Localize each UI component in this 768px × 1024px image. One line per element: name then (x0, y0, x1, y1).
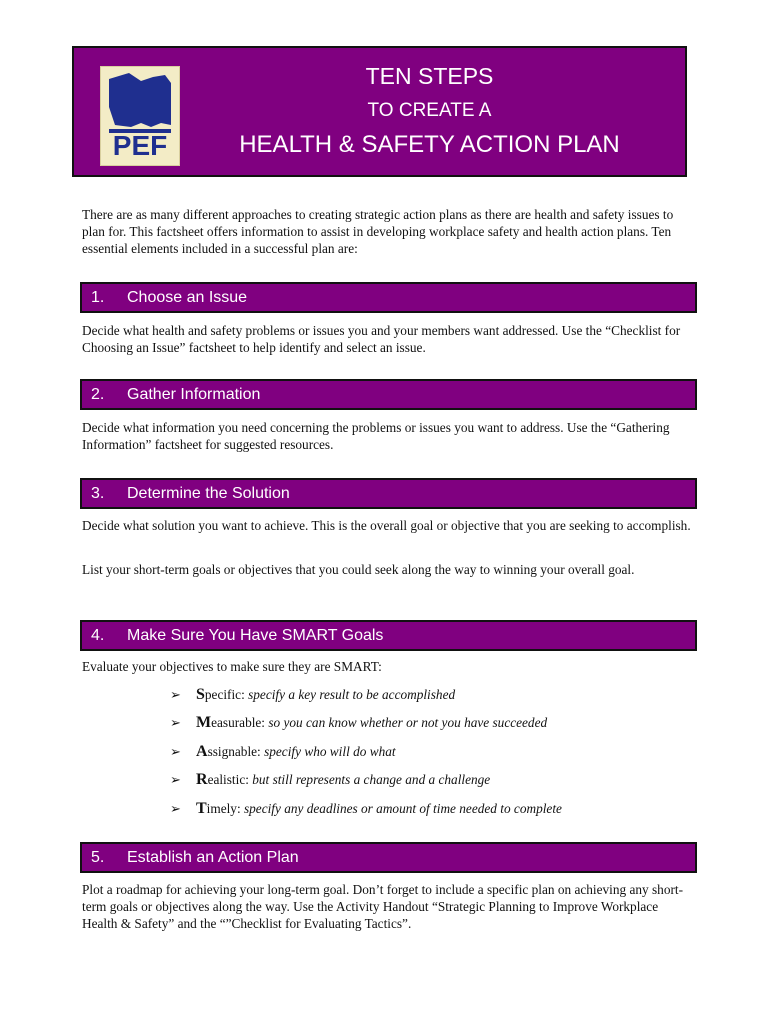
pef-logo-icon (101, 67, 179, 165)
section-title: Choose an Issue (127, 289, 248, 306)
section-title: Gather Information (127, 386, 261, 403)
title-line-1: TEN STEPS (365, 63, 494, 89)
title-line-2: TO CREATE A (367, 100, 492, 121)
section-title: Make Sure You Have SMART Goals (127, 627, 384, 644)
section-header-5 (80, 842, 697, 873)
section-3-paragraph-2: List your short-term goals or objectives that you could seek along the way to winning your overall goal. (82, 562, 635, 577)
title-line-3: HEALTH & SAFETY ACTION PLAN (239, 131, 620, 158)
pef-logo (100, 66, 180, 166)
smart-description: so you can know whether or not you have succeeded (268, 715, 548, 730)
section-number: 2. (91, 386, 105, 403)
section-number: 5. (91, 849, 105, 866)
smart-term: pecific: (204, 687, 245, 702)
smart-description: specify who will do what (264, 744, 396, 759)
section-1-paragraph: Decide what health and safety problems or issues you and your members want addressed. Use the “Checklist for Choosing an Issue” factsheet to help identify and select an issue. (82, 323, 681, 355)
section-number: 4. (91, 627, 105, 644)
smart-item-assignable (170, 743, 396, 763)
section-title: Determine the Solution (127, 485, 290, 502)
arrow-bullet-icon: ➢ (170, 745, 181, 760)
section-2-paragraph: Decide what information you need concerning the problems or issues you want to address. Use the “Gathering Information” factsheet for suggested resources. (82, 420, 670, 452)
smart-term: easurable: (211, 715, 266, 730)
section-number: 3. (91, 485, 105, 502)
section-title: Establish an Action Plan (127, 849, 299, 866)
arrow-bullet-icon: ➢ (170, 688, 181, 703)
section-header-1 (80, 282, 697, 313)
smart-description: but still represents a change and a challenge (252, 772, 491, 787)
arrow-bullet-icon: ➢ (170, 802, 181, 817)
smart-term: ealistic: (207, 772, 249, 787)
smart-letter: A (196, 743, 208, 760)
section-4-paragraph: Evaluate your objectives to make sure they are SMART: (82, 659, 382, 674)
smart-term: ssignable: (207, 744, 261, 759)
logo-text: PEF (112, 130, 168, 161)
smart-letter: S (196, 686, 205, 703)
smart-letter: R (196, 771, 208, 788)
section-number: 1. (91, 289, 105, 306)
section-3-paragraph-1: Decide what solution you want to achieve. This is the overall goal or objective that you are seeking to accomplish. (82, 518, 691, 533)
header-banner (72, 46, 687, 177)
smart-letter: M (196, 714, 212, 731)
smart-description: specify a key result to be accomplished (248, 687, 456, 702)
smart-description: specify any deadlines or amount of time needed to complete (243, 801, 562, 816)
arrow-bullet-icon: ➢ (170, 716, 181, 731)
smart-item-realistic (170, 771, 490, 791)
section-header-3 (80, 478, 697, 509)
section-header-4 (80, 620, 697, 651)
smart-item-specific (170, 686, 455, 706)
section-5-paragraph: Plot a roadmap for achieving your long-term goal. Don’t forget to include a specific plan on achieving any short-term goals or objectives along the way. Use the Activity Handout “Strategic Planning to Improve Workplace Health & Safety” and the “”Checklist for Evaluating Tactics”. (82, 882, 684, 931)
smart-item-timely (170, 800, 562, 820)
smart-term: imely: (206, 801, 241, 816)
title-block (194, 48, 665, 175)
smart-letter: T (196, 800, 207, 817)
arrow-bullet-icon: ➢ (170, 773, 181, 788)
intro-paragraph: There are as many different approaches to creating strategic action plans as there are health and safety issues to plan for. This factsheet offers information to assist in developing workplace safety and health action plans. Ten essential elements included in a successful plan are: (82, 207, 674, 256)
smart-item-measurable (170, 714, 547, 734)
section-header-2 (80, 379, 697, 410)
